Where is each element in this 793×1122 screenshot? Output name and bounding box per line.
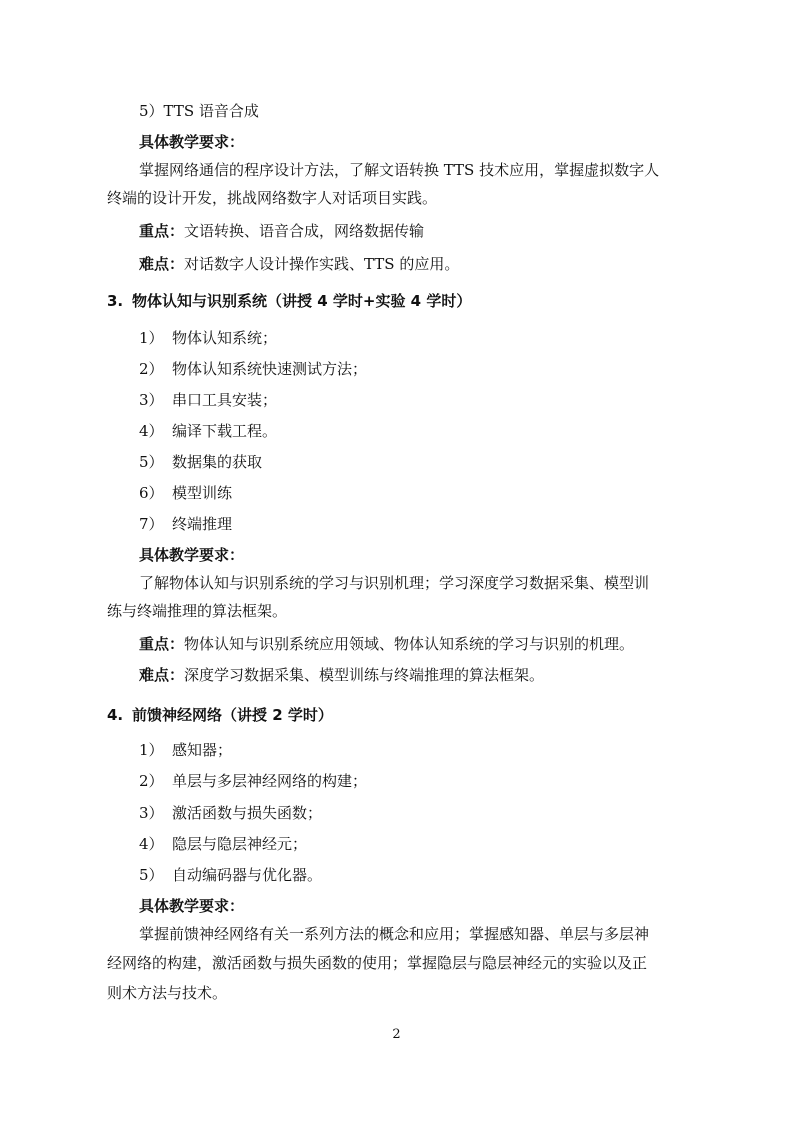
list-item-text: 数据集的获取 [172,453,263,471]
list-item-number: 5） [139,453,164,471]
list-item [139,803,322,823]
list-item [139,865,322,885]
list-item-text: TTS 语音合成 [163,102,259,120]
difficult-points-text: 深度学习数据采集、模型训练与终端推理的算法框架。 [184,666,545,684]
requirements-text: 经网络的构建，激活函数与损失函数的使用；掌握隐层与隐层神经元的实验以及正 [107,954,648,972]
section-heading [107,291,471,311]
requirements-text: 掌握网络通信的程序设计方法，了解文语转换 TTS 技术应用，掌握虚拟数字人 [139,161,660,179]
difficult-points-label: 难点： [139,666,185,684]
list-item [139,421,277,441]
list-item [139,483,232,503]
section-title: 前馈神经网络（讲授 2 学时） [132,706,333,724]
list-item-text: 编译下载工程。 [172,422,278,440]
list-item-text: 激活函数与损失函数； [172,804,323,822]
section-number: 3. [107,292,124,310]
page-number: 2 [392,1027,401,1042]
list-item [139,101,259,121]
section-heading [107,705,333,725]
list-item-text: 单层与多层神经网络的构建； [172,772,368,790]
requirements-text: 练与终端推理的算法框架。 [107,602,288,620]
difficult-points-label: 难点： [139,255,185,273]
key-points [139,221,424,241]
list-item-text: 感知器； [172,741,233,759]
list-item-number: 4） [139,835,164,853]
list-item-number: 3） [139,391,164,409]
requirements-text: 掌握前馈神经网络有关一系列方法的概念和应用；掌握感知器、单层与多层神 [139,925,650,943]
list-item [139,390,277,410]
list-item-text: 终端推理 [172,515,233,533]
requirements-text: 终端的设计开发，挑战网络数字人对话项目实践。 [107,189,438,207]
list-item [139,771,367,791]
list-item-text: 串口工具安装； [172,391,278,409]
list-item-number: 5） [139,102,164,120]
section-title: 物体认知与识别系统（讲授 4 学时+实验 4 学时） [132,292,472,310]
difficult-points [139,254,459,274]
list-item-number: 5） [139,866,164,884]
list-item [139,514,232,534]
requirements-label: 具体教学要求： [139,546,245,564]
list-item-text: 物体认知系统； [172,329,278,347]
list-item-text: 自动编码器与优化器。 [172,866,323,884]
list-item [139,452,262,472]
list-item-number: 3） [139,804,164,822]
requirements-text: 则术方法与技术。 [107,984,228,1002]
list-item-text: 模型训练 [172,484,233,502]
section-number: 4. [107,706,124,724]
list-item [139,740,232,760]
list-item-number: 1） [139,329,164,347]
list-item-text: 物体认知系统快速测试方法； [172,360,368,378]
list-item-number: 6） [139,484,164,502]
list-item [139,359,367,379]
key-points-label: 重点： [139,222,185,240]
key-points [139,634,634,654]
key-points-text: 物体认知与识别系统应用领域、物体认知系统的学习与识别的机理。 [184,635,635,653]
key-points-text: 文语转换、语音合成，网络数据传输 [184,222,425,240]
requirements-label: 具体教学要求： [139,897,245,915]
difficult-points [139,665,544,685]
list-item-text: 隐层与隐层神经元； [172,835,308,853]
key-points-label: 重点： [139,635,185,653]
list-item-number: 7） [139,515,164,533]
requirements-label: 具体教学要求： [139,133,245,151]
list-item [139,328,277,348]
list-item-number: 2） [139,772,164,790]
list-item-number: 2） [139,360,164,378]
difficult-points-text: 对话数字人设计操作实践、TTS 的应用。 [184,255,460,273]
requirements-text: 了解物体认知与识别系统的学习与识别机理；学习深度学习数据采集、模型训 [139,574,650,592]
list-item-number: 1） [139,741,164,759]
list-item [139,834,307,854]
list-item-number: 4） [139,422,164,440]
